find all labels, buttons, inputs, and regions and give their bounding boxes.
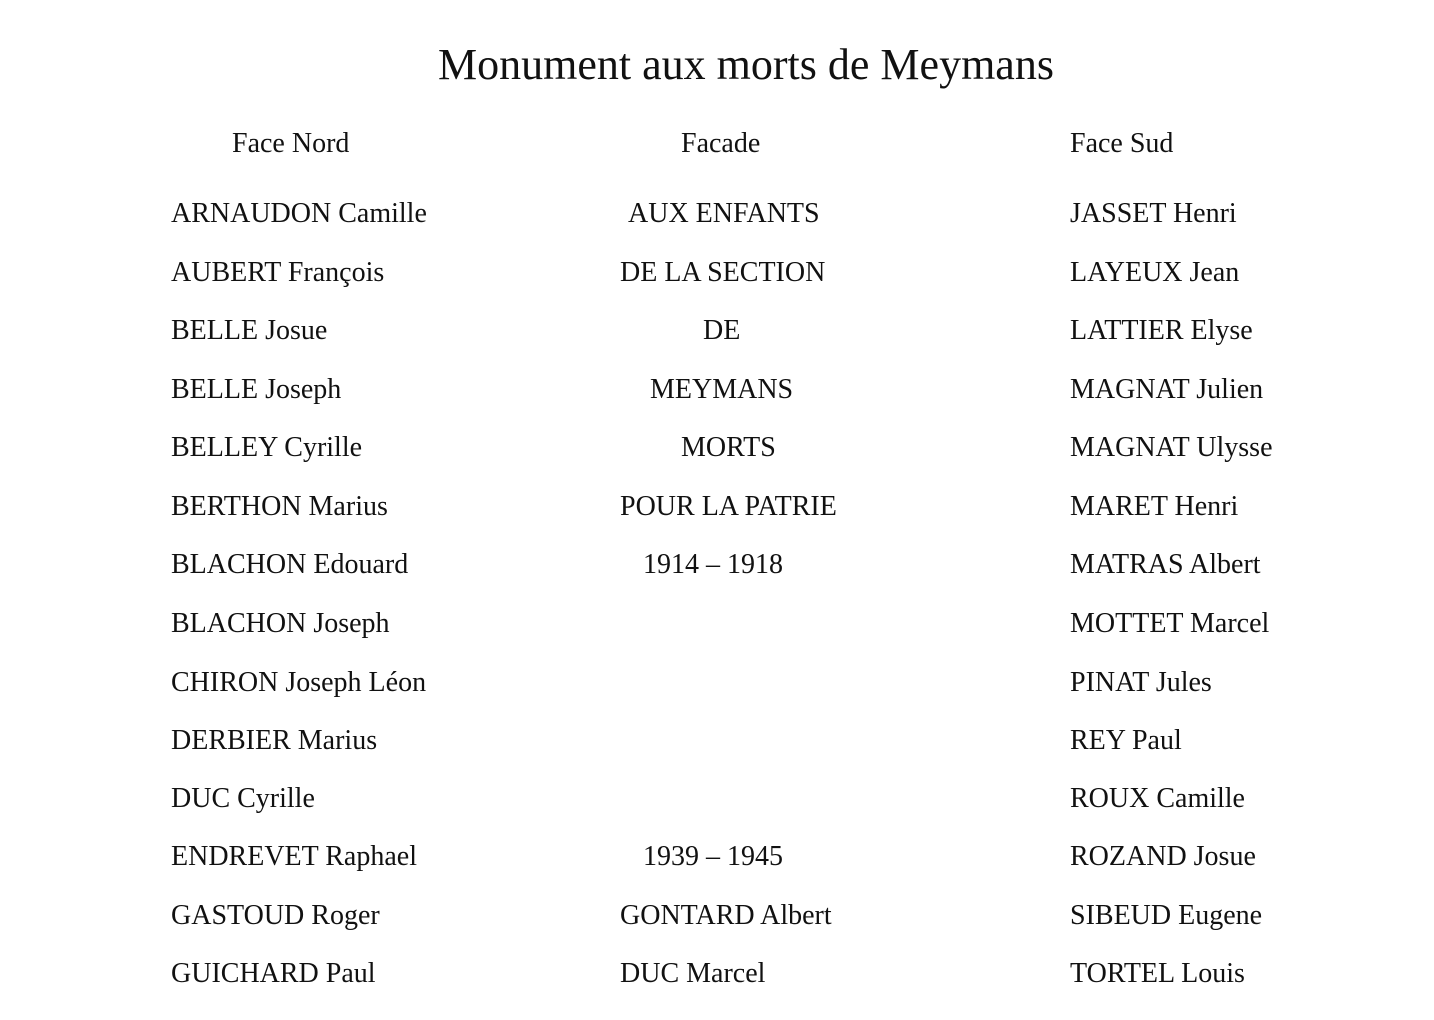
north-name: ENDREVET Raphael [171,841,417,872]
header-face-sud: Face Sud [1070,128,1174,159]
facade-years-1939-1945: 1939 – 1945 [643,841,783,872]
header-facade: Facade [681,128,761,159]
facade-years-1914-1918: 1914 – 1918 [643,549,783,580]
south-name: MOTTET Marcel [1070,608,1270,639]
facade-inscription-line: MEYMANS [650,374,794,405]
page-title: Monument aux morts de Meymans [438,40,1054,89]
north-name: GUICHARD Paul [171,958,376,989]
north-name: GASTOUD Roger [171,900,380,931]
south-name: MATRAS Albert [1070,549,1261,580]
south-name: SIBEUD Eugene [1070,900,1263,931]
south-name: TORTEL Louis [1070,958,1245,989]
south-name: MAGNAT Julien [1070,374,1264,405]
facade-name: GONTARD Albert [620,900,832,931]
south-name: LATTIER Elyse [1070,315,1253,346]
facade-inscription-line: MORTS [681,432,776,463]
south-name: PINAT Jules [1070,667,1212,698]
south-name: MAGNAT Ulysse [1070,432,1273,463]
facade-name: DUC Marcel [620,958,766,989]
south-name: REY Paul [1070,725,1182,756]
south-name: ROUX Camille [1070,783,1245,814]
north-name: BELLE Josue [171,315,328,346]
north-name: BERTHON Marius [171,491,388,522]
north-name: CHIRON Joseph Léon [171,667,427,698]
facade-inscription-line: DE LA SECTION [620,257,826,288]
south-name: JASSET Henri [1070,198,1237,229]
north-name: DUC Cyrille [171,783,315,814]
header-face-nord: Face Nord [232,128,350,159]
north-name: AUBERT François [171,257,385,288]
north-name: BELLE Joseph [171,374,342,405]
south-name: ROZAND Josue [1070,841,1256,872]
north-name: BELLEY Cyrille [171,432,363,463]
north-name: DERBIER Marius [171,725,378,756]
south-name: MARET Henri [1070,491,1239,522]
facade-inscription-line: POUR LA PATRIE [620,491,837,522]
north-name: BLACHON Joseph [171,608,390,639]
north-name: BLACHON Edouard [171,549,409,580]
facade-inscription-line: DE [703,315,741,346]
facade-inscription-line: AUX ENFANTS [628,198,820,229]
south-name: LAYEUX Jean [1070,257,1240,288]
north-name: ARNAUDON Camille [171,198,427,229]
